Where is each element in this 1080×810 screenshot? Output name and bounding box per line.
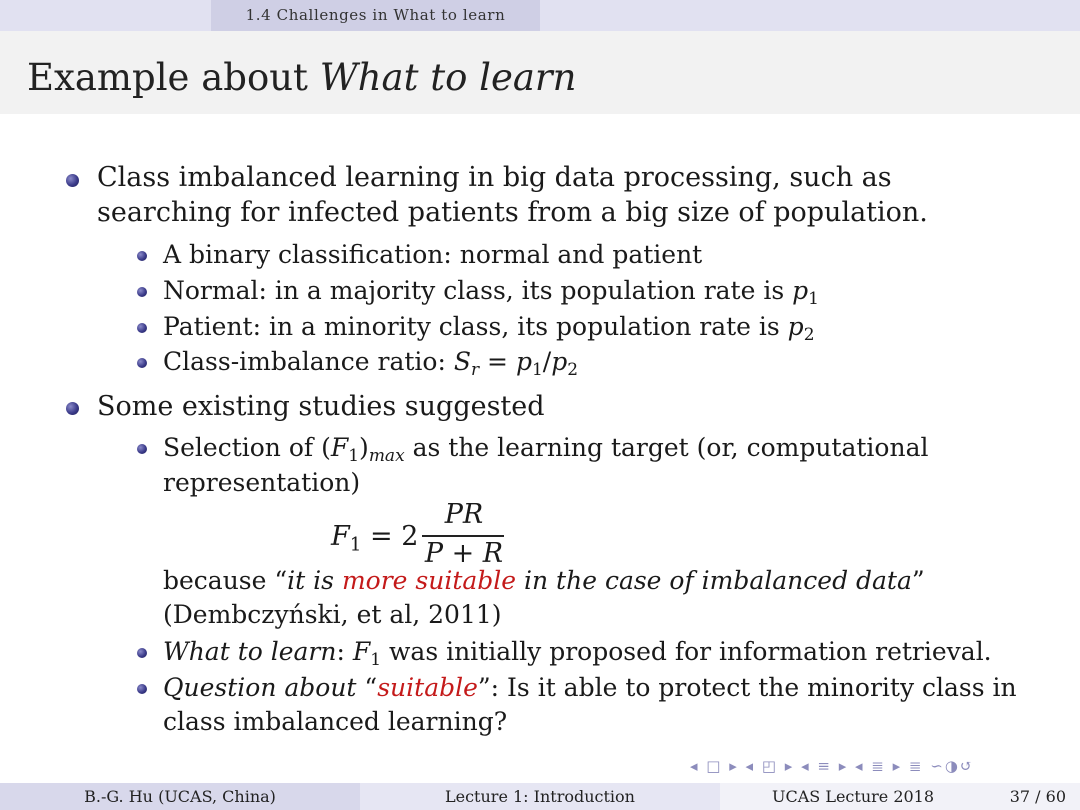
beamer-navigation-icons[interactable]: ◂ □ ▸ ◂ ◰ ▸ ◂ ≡ ▸ ◂ ≣ ▸ ≣ ∽◑↺ <box>690 757 975 775</box>
sub-bullet-normal <box>163 275 819 310</box>
bullet-1-line-2: searching for infected patients from a big size of population. <box>97 197 928 228</box>
ratio-p1: p <box>515 347 532 376</box>
because-it-1: it is <box>287 566 342 595</box>
selection-post: as the learning target (or, computational <box>404 433 929 462</box>
because-line <box>163 565 925 597</box>
footer-lecture: Lecture 1: Introduction <box>360 783 720 810</box>
normal-var: p <box>792 276 809 305</box>
footer-event: UCAS Lecture 2018 <box>772 787 935 806</box>
sub-bullet-marker <box>137 684 147 694</box>
because-it-2: in the case of imbalanced data <box>516 566 912 595</box>
what-to-learn-colon: : <box>336 637 353 666</box>
sub-bullet-marker <box>137 444 147 454</box>
sub-bullet-marker <box>137 287 147 297</box>
normal-sub: 1 <box>808 289 819 310</box>
sub-bullet-marker <box>137 323 147 333</box>
ratio-S: S <box>453 347 471 376</box>
selection-close: ) <box>359 433 369 462</box>
sub-bullet-binary: A binary classification: normal and patient <box>163 240 703 269</box>
ratio-slash: / <box>542 347 552 376</box>
what-to-learn-label: What to learn <box>163 637 337 666</box>
normal-text: Normal: in a majority class, its population rate is <box>163 276 793 305</box>
sub-bullet-selection-line-2: representation) <box>163 468 361 497</box>
what-to-learn-F-sub: 1 <box>370 650 382 671</box>
question-highlight: suitable <box>377 673 478 702</box>
footer-right <box>720 783 1080 810</box>
because-highlight: more suitable <box>341 566 517 595</box>
sub-bullet-marker <box>137 648 147 658</box>
what-to-learn-F: F <box>352 637 371 666</box>
patient-var: p <box>787 312 804 341</box>
question-label: Question about <box>163 673 357 702</box>
selection-F-sub: 1 <box>348 446 360 467</box>
formula-denominator: P + R <box>424 538 504 569</box>
sub-bullet-patient <box>163 311 815 346</box>
footer <box>0 783 1080 810</box>
question-close: ” <box>477 673 491 702</box>
section-tab[interactable]: 1.4 Challenges in What to learn <box>211 0 540 31</box>
ratio-text: Class-imbalance ratio: <box>163 347 454 376</box>
because-close: ” <box>911 566 925 595</box>
bullet-marker <box>66 174 79 187</box>
ratio-S-sub: r <box>470 360 480 381</box>
sub-bullet-marker <box>137 358 147 368</box>
top-navigation-bar <box>0 0 1080 31</box>
question-post: : Is it able to protect the minority class in <box>490 673 1017 702</box>
sub-bullet-marker <box>137 251 147 261</box>
formula-F: F <box>331 521 350 552</box>
footer-page-number: 37 / 60 <box>1009 787 1066 806</box>
what-to-learn-post: was initially proposed for information retrieval. <box>381 637 992 666</box>
footer-author: B.-G. Hu (UCAS, China) <box>0 783 360 810</box>
formula-eq-two: = 2 <box>361 521 419 552</box>
formula-F-sub: 1 <box>349 534 362 556</box>
sub-bullet-question-line-2: class imbalanced learning? <box>163 707 508 736</box>
because-pre: because “ <box>163 566 288 595</box>
ratio-eq: = <box>479 347 516 376</box>
question-open: “ <box>356 673 378 702</box>
selection-max: max <box>368 446 405 467</box>
formula-numerator: PR <box>444 499 484 530</box>
patient-text: Patient: in a minority class, its population rate is <box>163 312 788 341</box>
title-italic: What to learn <box>319 56 577 99</box>
ratio-p1-sub: 1 <box>531 360 543 381</box>
selection-F: F <box>330 433 349 462</box>
formula-lhs <box>331 520 418 554</box>
sub-bullet-ratio <box>163 346 579 381</box>
title-plain: Example about <box>27 56 320 99</box>
ratio-p2: p <box>551 347 568 376</box>
selection-pre: Selection of ( <box>163 433 331 462</box>
title-bar <box>0 31 1080 114</box>
bullet-1-line-1: Class imbalanced learning in big data processing, such as <box>97 162 892 193</box>
bullet-2-line: Some existing studies suggested <box>97 391 545 422</box>
sub-bullet-selection <box>163 432 929 467</box>
bullet-marker <box>66 402 79 415</box>
sub-bullet-question <box>163 672 1017 704</box>
patient-sub: 2 <box>803 325 815 346</box>
slide-title <box>27 55 576 101</box>
ratio-p2-sub: 2 <box>567 360 579 381</box>
citation: (Dembczyński, et al, 2011) <box>163 600 502 629</box>
sub-bullet-what-to-learn <box>163 636 992 671</box>
